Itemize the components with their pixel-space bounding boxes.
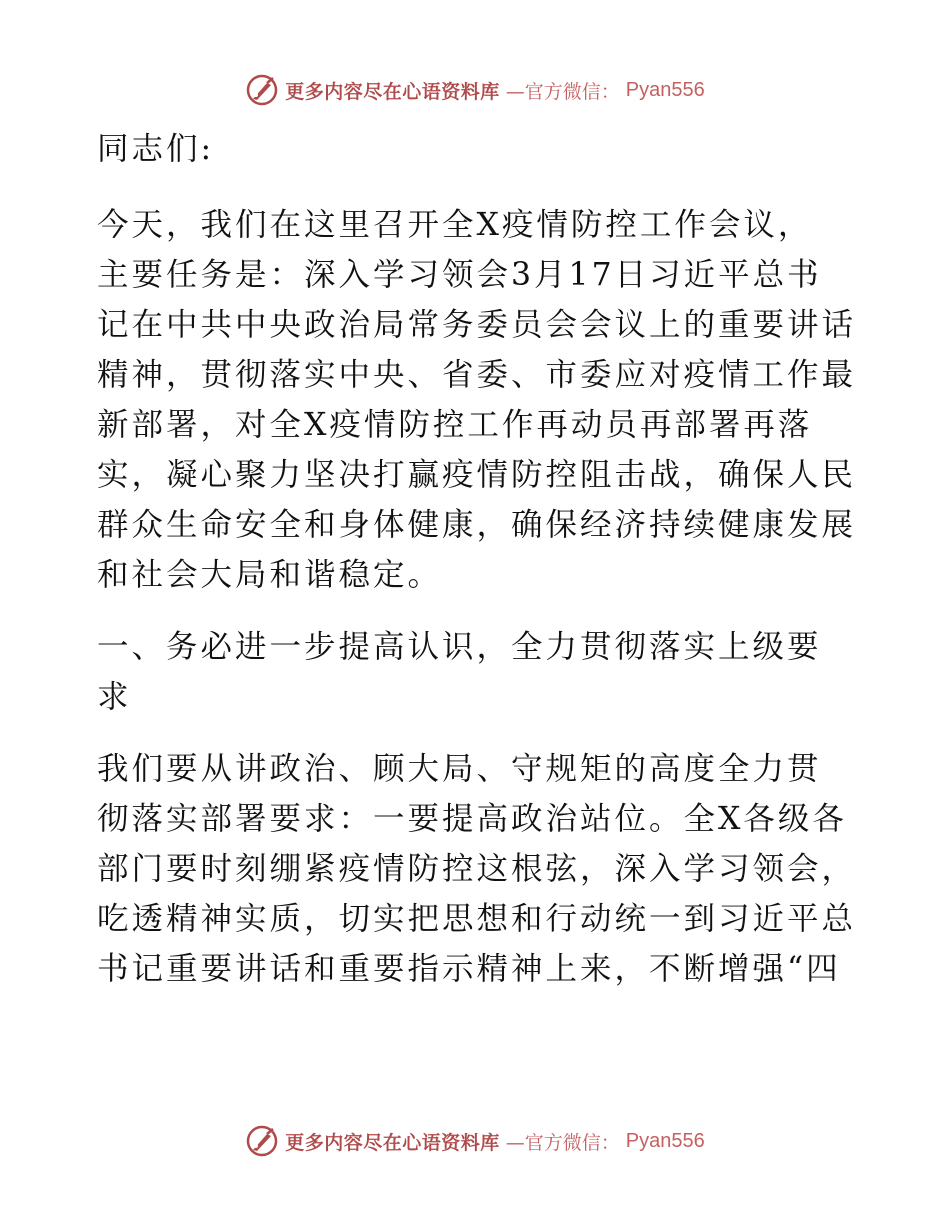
- paragraph-line: 今天，我们在这里召开全X疫情防控工作会议，: [97, 207, 813, 243]
- section-heading-1: [97, 622, 857, 722]
- paragraph-line: 精神，贯彻落实中央、省委、市委应对疫情工作最: [97, 357, 857, 393]
- salutation: 同志们:: [97, 131, 215, 167]
- watermark-header: [0, 72, 950, 108]
- watermark-wechat-id: Pyan556: [625, 78, 705, 101]
- paragraph-line: 书记重要讲话和重要指示精神上来，不断增强“四: [97, 951, 841, 987]
- document-body: [97, 124, 857, 994]
- heading-line: 一、务必进一步提高认识，全力贯彻落实上级要: [97, 629, 822, 665]
- paragraph-line: 记在中共中央政治局常务委员会会议上的重要讲话: [97, 307, 857, 343]
- heading-line: 求: [97, 679, 132, 715]
- quill-pen-icon: [245, 1124, 279, 1158]
- paragraph-requirements: [97, 744, 857, 994]
- watermark-brand: 更多内容尽在心语资料库: [285, 1131, 500, 1154]
- paragraph-line: 吃透精神实质，切实把思想和行动统一到习近平总: [97, 901, 857, 937]
- paragraph-intro: [97, 200, 857, 600]
- watermark-official-label: —官方微信：: [505, 80, 620, 103]
- paragraph-line: 我们要从讲政治、顾大局、守规矩的高度全力贯: [97, 751, 822, 787]
- paragraph-line: 彻落实部署要求：一要提高政治站位。全X各级各: [97, 801, 847, 837]
- watermark-footer: [0, 1123, 950, 1159]
- paragraph-line: 实，凝心聚力坚决打赢疫情防控阻击战，确保人民: [97, 457, 857, 493]
- paragraph-line: 群众生命安全和身体健康，确保经济持续健康发展: [97, 507, 857, 543]
- paragraph-line: 和社会大局和谐稳定。: [97, 557, 443, 593]
- quill-pen-icon: [245, 73, 279, 107]
- paragraph-line: 部门要时刻绷紧疫情防控这根弦，深入学习领会，: [97, 851, 857, 887]
- watermark-wechat-id: Pyan556: [625, 1129, 705, 1152]
- watermark-brand: 更多内容尽在心语资料库: [285, 80, 500, 103]
- watermark-official-label: —官方微信：: [505, 1131, 620, 1154]
- paragraph-line: 主要任务是：深入学习领会3月17日习近平总书: [97, 257, 822, 293]
- paragraph-line: 新部署，对全X疫情防控工作再动员再部署再落: [97, 407, 813, 443]
